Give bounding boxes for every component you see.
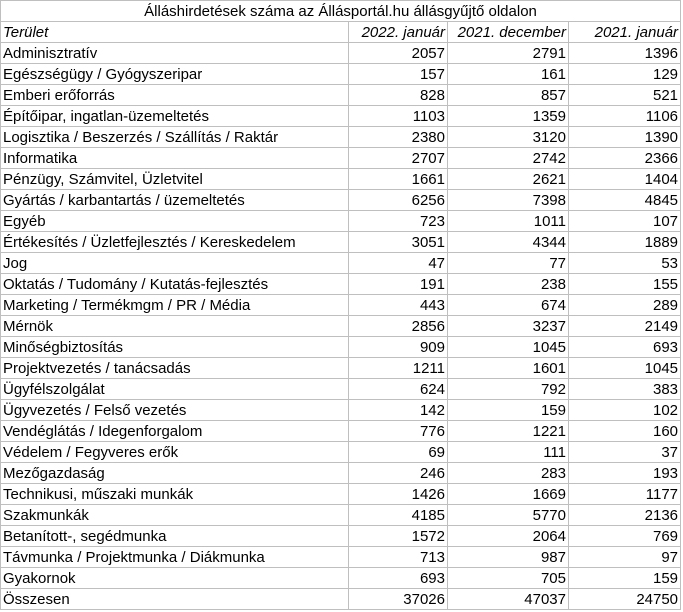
cell-2021-dec[interactable]: 705 [448, 568, 569, 589]
cell-2021-dec[interactable]: 7398 [448, 190, 569, 211]
cell-2022-jan[interactable]: 2856 [349, 316, 448, 337]
cell-2022-jan[interactable]: 713 [349, 547, 448, 568]
cell-2022-jan[interactable]: 47 [349, 253, 448, 274]
cell-2021-dec[interactable]: 987 [448, 547, 569, 568]
table-row [1, 169, 681, 190]
header-row [1, 22, 681, 43]
cell-2022-jan[interactable]: 828 [349, 85, 448, 106]
table-row [1, 190, 681, 211]
cell-2021-dec[interactable]: 2621 [448, 169, 569, 190]
cell-2022-jan[interactable]: 1103 [349, 106, 448, 127]
title-row [1, 1, 681, 22]
cell-2021-dec[interactable]: 1669 [448, 484, 569, 505]
cell-2021-jan[interactable]: 521 [569, 85, 681, 106]
table-row [1, 547, 681, 568]
cell-2021-jan[interactable]: 4845 [569, 190, 681, 211]
cell-2022-jan[interactable]: 4185 [349, 505, 448, 526]
table-row [1, 85, 681, 106]
row-label[interactable]: Ügyvezetés / Felső vezetés [1, 400, 349, 421]
cell-2021-dec[interactable]: 238 [448, 274, 569, 295]
row-label[interactable]: Pénzügy, Számvitel, Üzletvitel [1, 169, 349, 190]
row-label[interactable]: Logisztika / Beszerzés / Szállítás / Raktár [1, 127, 349, 148]
row-label[interactable]: Szakmunkák [1, 505, 349, 526]
cell-2021-jan[interactable]: 693 [569, 337, 681, 358]
row-label[interactable]: Mezőgazdaság [1, 463, 349, 484]
cell-2021-jan[interactable]: 159 [569, 568, 681, 589]
table-row [1, 253, 681, 274]
cell-2021-dec[interactable]: 111 [448, 442, 569, 463]
table-body [1, 43, 681, 589]
cell-2021-jan[interactable]: 102 [569, 400, 681, 421]
row-label[interactable]: Jog [1, 253, 349, 274]
table-row [1, 148, 681, 169]
table-row [1, 316, 681, 337]
cell-2021-dec[interactable]: 674 [448, 295, 569, 316]
table-row [1, 526, 681, 547]
cell-2022-jan[interactable]: 142 [349, 400, 448, 421]
cell-2021-dec[interactable]: 3237 [448, 316, 569, 337]
total-cell-2022-jan[interactable]: 37026 [349, 589, 448, 610]
cell-2021-jan[interactable]: 1889 [569, 232, 681, 253]
row-label[interactable]: Adminisztratív [1, 43, 349, 64]
table-row [1, 421, 681, 442]
cell-2021-dec[interactable]: 792 [448, 379, 569, 400]
table-row [1, 106, 681, 127]
cell-2021-jan[interactable]: 1396 [569, 43, 681, 64]
column-header-2021-jan[interactable]: 2021. január [569, 22, 681, 43]
cell-2021-jan[interactable]: 107 [569, 211, 681, 232]
cell-2022-jan[interactable]: 776 [349, 421, 448, 442]
cell-2021-jan[interactable]: 2136 [569, 505, 681, 526]
cell-2022-jan[interactable]: 246 [349, 463, 448, 484]
cell-2022-jan[interactable]: 157 [349, 64, 448, 85]
table-row [1, 505, 681, 526]
cell-2021-dec[interactable]: 77 [448, 253, 569, 274]
cell-2021-dec[interactable]: 1601 [448, 358, 569, 379]
table-row [1, 337, 681, 358]
cell-2021-jan[interactable]: 383 [569, 379, 681, 400]
cell-2021-jan[interactable]: 129 [569, 64, 681, 85]
cell-2021-dec[interactable]: 5770 [448, 505, 569, 526]
cell-2022-jan[interactable]: 1211 [349, 358, 448, 379]
cell-2021-jan[interactable]: 193 [569, 463, 681, 484]
row-label[interactable]: Értékesítés / Üzletfejlesztés / Kereskedelem [1, 232, 349, 253]
row-label[interactable]: Minőségbiztosítás [1, 337, 349, 358]
cell-2021-dec[interactable]: 2791 [448, 43, 569, 64]
cell-2021-jan[interactable]: 2149 [569, 316, 681, 337]
row-label[interactable]: Marketing / Termékmgm / PR / Média [1, 295, 349, 316]
cell-2021-jan[interactable]: 53 [569, 253, 681, 274]
cell-2021-dec[interactable]: 283 [448, 463, 569, 484]
cell-2021-dec[interactable]: 159 [448, 400, 569, 421]
table-row [1, 64, 681, 85]
cell-2022-jan[interactable]: 693 [349, 568, 448, 589]
cell-2021-jan[interactable]: 2366 [569, 148, 681, 169]
table-row [1, 484, 681, 505]
table-row [1, 127, 681, 148]
table-row [1, 358, 681, 379]
row-label[interactable]: Emberi erőforrás [1, 85, 349, 106]
cell-2022-jan[interactable]: 69 [349, 442, 448, 463]
cell-2021-jan[interactable]: 289 [569, 295, 681, 316]
row-label[interactable]: Védelem / Fegyveres erők [1, 442, 349, 463]
row-label[interactable]: Projektvezetés / tanácsadás [1, 358, 349, 379]
cell-2022-jan[interactable]: 6256 [349, 190, 448, 211]
cell-2021-dec[interactable]: 1045 [448, 337, 569, 358]
cell-2022-jan[interactable]: 2380 [349, 127, 448, 148]
row-label[interactable]: Technikusi, műszaki munkák [1, 484, 349, 505]
table-row [1, 43, 681, 64]
table-row [1, 379, 681, 400]
table-row [1, 211, 681, 232]
row-label[interactable]: Oktatás / Tudomány / Kutatás-fejlesztés [1, 274, 349, 295]
table-row [1, 295, 681, 316]
cell-2022-jan[interactable]: 1426 [349, 484, 448, 505]
row-label[interactable]: Gyártás / karbantartás / üzemeltetés [1, 190, 349, 211]
row-label[interactable]: Mérnök [1, 316, 349, 337]
row-label[interactable]: Informatika [1, 148, 349, 169]
cell-2022-jan[interactable]: 1661 [349, 169, 448, 190]
cell-2022-jan[interactable]: 624 [349, 379, 448, 400]
table-row [1, 463, 681, 484]
cell-2021-jan[interactable]: 769 [569, 526, 681, 547]
cell-2021-jan[interactable]: 1045 [569, 358, 681, 379]
cell-2021-jan[interactable]: 160 [569, 421, 681, 442]
cell-2022-jan[interactable]: 443 [349, 295, 448, 316]
row-label[interactable]: Építőipar, ingatlan-üzemeltetés [1, 106, 349, 127]
total-cell-2021-dec[interactable]: 47037 [448, 589, 569, 610]
table-title[interactable]: Álláshirdetések száma az Állásportál.hu állásgyűjtő oldalon [1, 1, 681, 22]
table-row [1, 442, 681, 463]
cell-2022-jan[interactable]: 723 [349, 211, 448, 232]
cell-2022-jan[interactable]: 2707 [349, 148, 448, 169]
cell-2021-jan[interactable]: 1106 [569, 106, 681, 127]
cell-2021-jan[interactable]: 1404 [569, 169, 681, 190]
cell-2021-dec[interactable]: 2064 [448, 526, 569, 547]
cell-2022-jan[interactable]: 1572 [349, 526, 448, 547]
column-header-2022-jan[interactable]: 2022. január [349, 22, 448, 43]
column-header-area[interactable]: Terület [1, 22, 349, 43]
cell-2022-jan[interactable]: 909 [349, 337, 448, 358]
cell-2021-dec[interactable]: 3120 [448, 127, 569, 148]
cell-2021-dec[interactable]: 1221 [448, 421, 569, 442]
row-label[interactable]: Betanított-, segédmunka [1, 526, 349, 547]
row-label[interactable]: Ügyfélszolgálat [1, 379, 349, 400]
total-label[interactable]: Összesen [1, 589, 349, 610]
cell-2022-jan[interactable]: 2057 [349, 43, 448, 64]
cell-2021-jan[interactable]: 1390 [569, 127, 681, 148]
cell-2021-dec[interactable]: 1011 [448, 211, 569, 232]
total-row [1, 589, 681, 610]
row-label[interactable]: Egészségügy / Gyógyszeripar [1, 64, 349, 85]
cell-2021-jan[interactable]: 155 [569, 274, 681, 295]
table-row [1, 232, 681, 253]
row-label[interactable]: Vendéglátás / Idegenforgalom [1, 421, 349, 442]
row-label[interactable]: Gyakornok [1, 568, 349, 589]
column-header-2021-dec[interactable]: 2021. december [448, 22, 569, 43]
cell-2021-dec[interactable]: 857 [448, 85, 569, 106]
table-row [1, 568, 681, 589]
cell-2021-dec[interactable]: 4344 [448, 232, 569, 253]
cell-2021-jan[interactable]: 37 [569, 442, 681, 463]
table-row [1, 400, 681, 421]
cell-2022-jan[interactable]: 191 [349, 274, 448, 295]
row-label[interactable]: Távmunka / Projektmunka / Diákmunka [1, 547, 349, 568]
cell-2021-dec[interactable]: 2742 [448, 148, 569, 169]
cell-2022-jan[interactable]: 3051 [349, 232, 448, 253]
table-row [1, 274, 681, 295]
cell-2021-jan[interactable]: 97 [569, 547, 681, 568]
cell-2021-jan[interactable]: 1177 [569, 484, 681, 505]
total-cell-2021-jan[interactable]: 24750 [569, 589, 681, 610]
cell-2021-dec[interactable]: 161 [448, 64, 569, 85]
row-label[interactable]: Egyéb [1, 211, 349, 232]
cell-2021-dec[interactable]: 1359 [448, 106, 569, 127]
